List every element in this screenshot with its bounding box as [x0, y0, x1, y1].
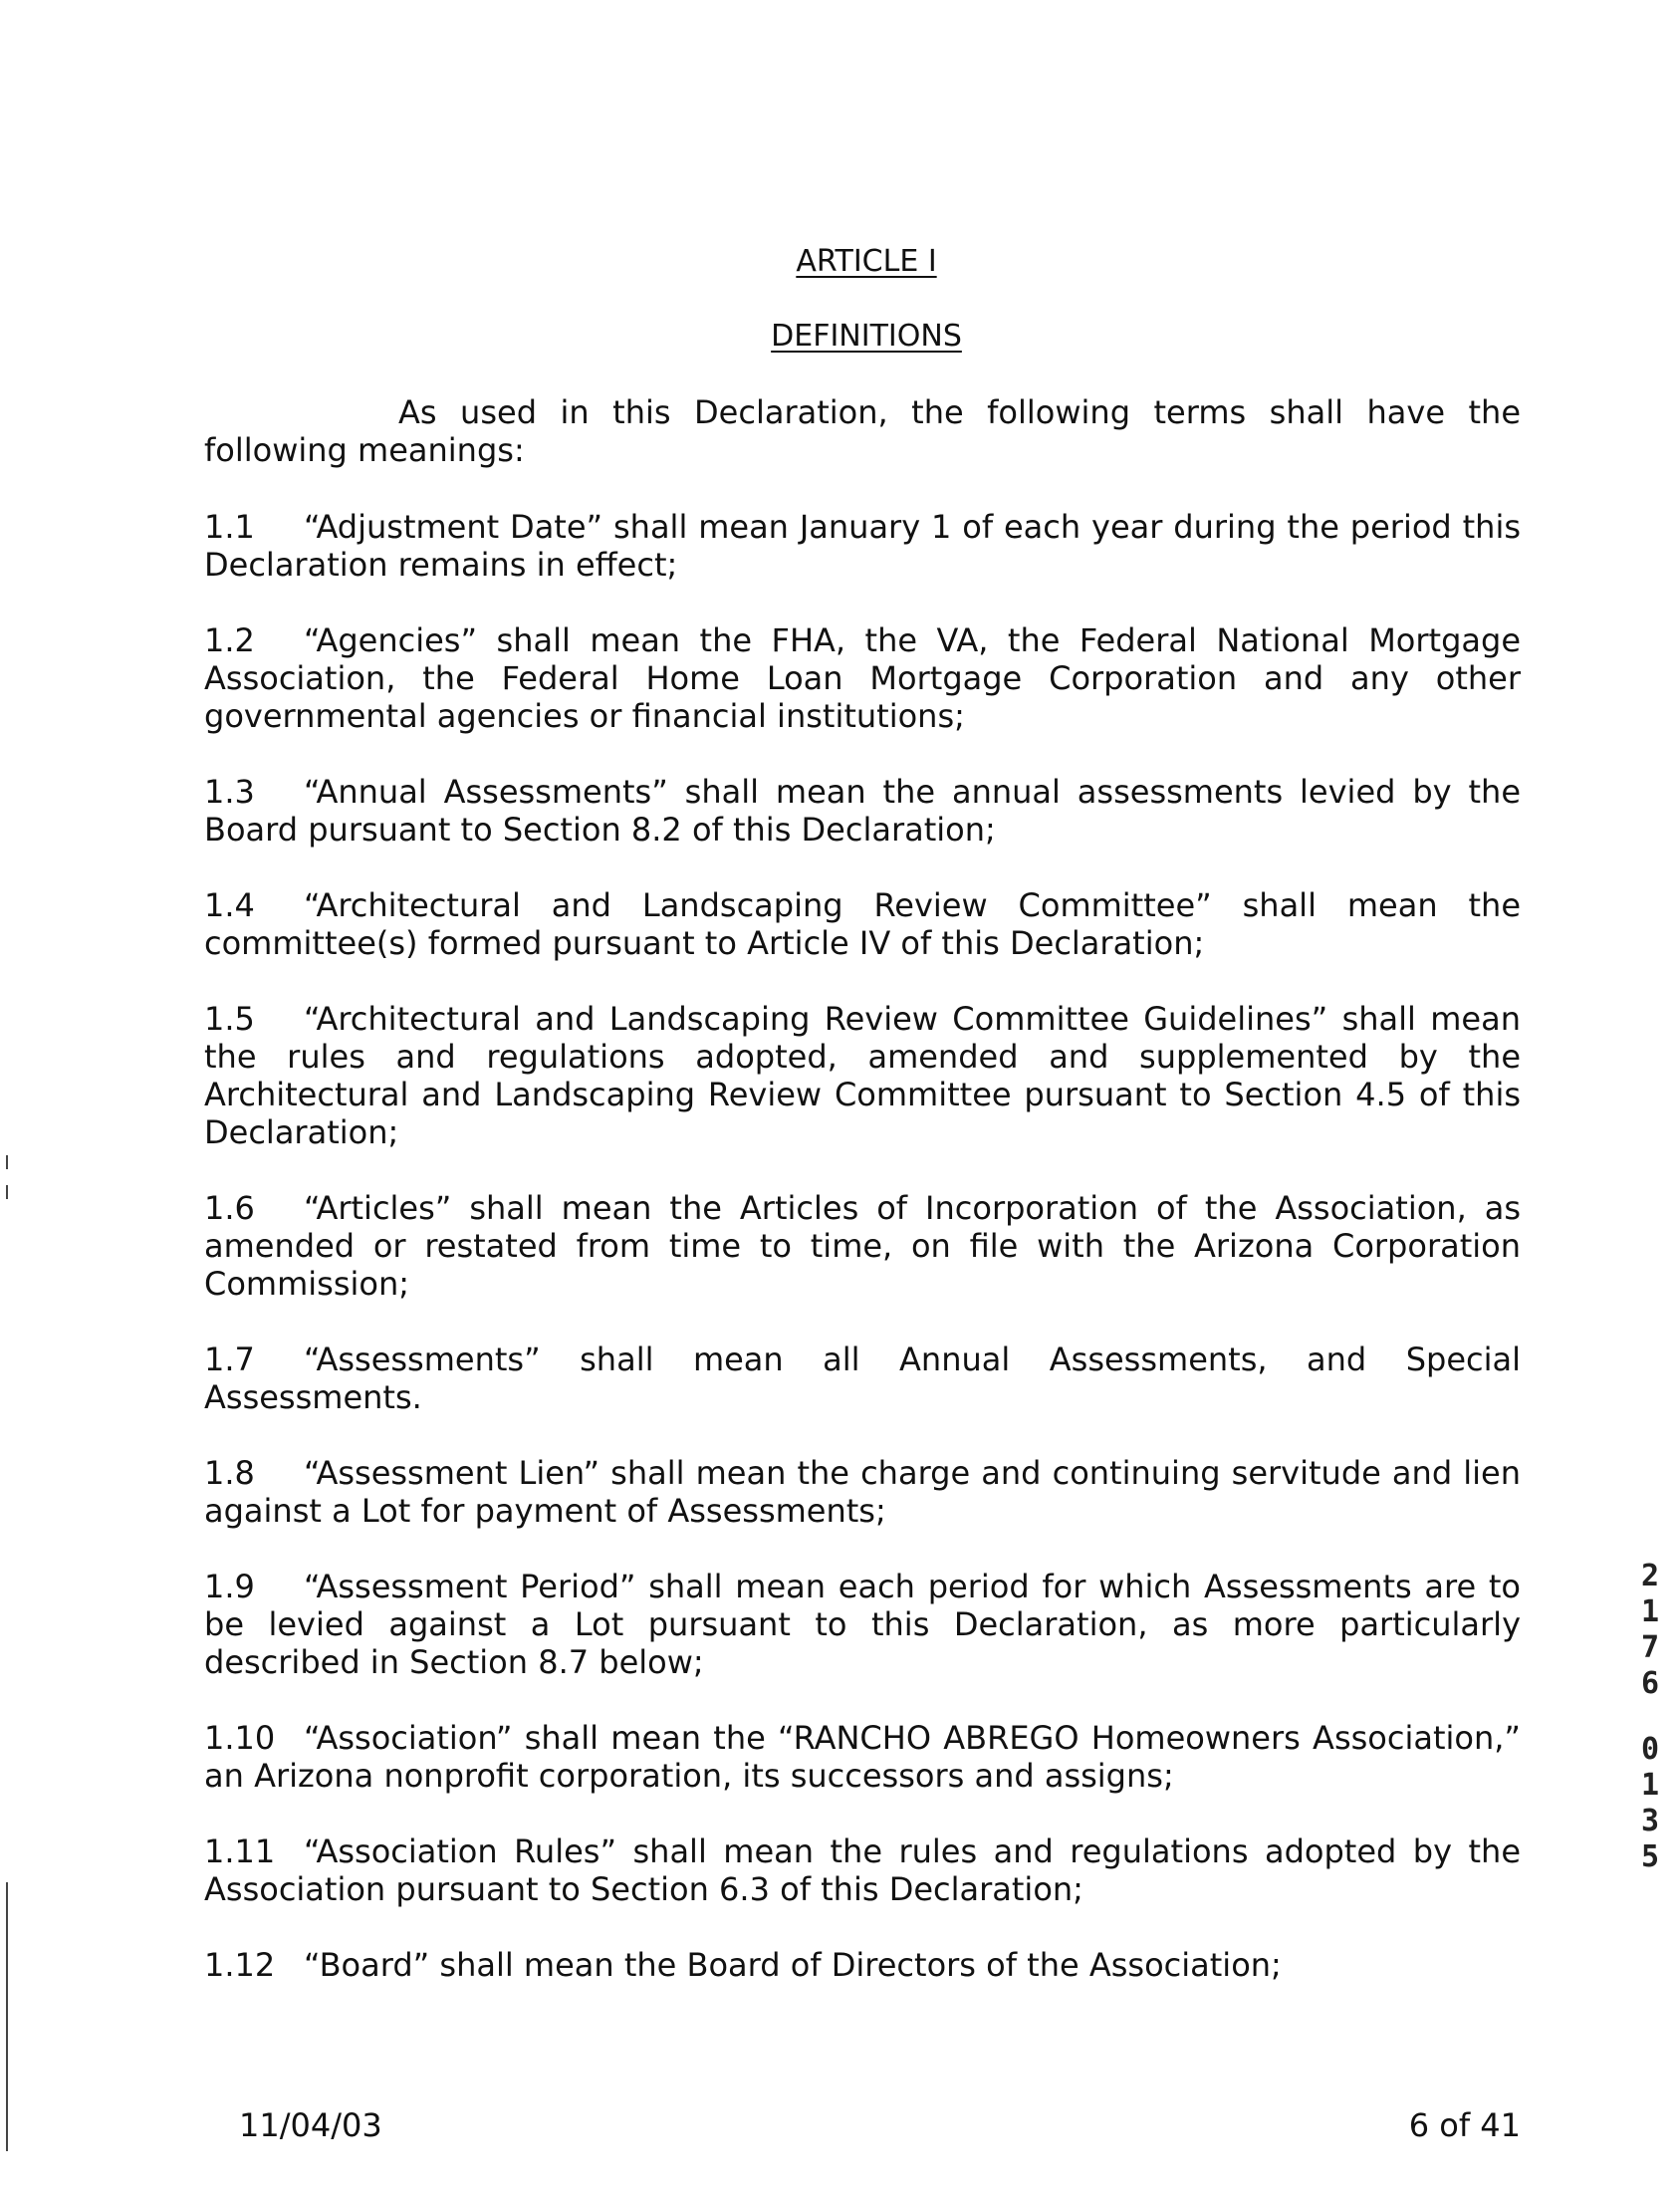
recording-stamp: [1633, 1559, 1667, 1875]
definition-text: “Association Rules” shall mean the rules and regulations adopted by the Association pursuant to Section 6.3 of this Declaration;: [204, 1832, 1521, 1908]
definition-text: “Assessment Period” shall mean each period for which Assessments are to be levied against a Lot pursuant to this Declaration, as more particularly described in Section 8.7 below;: [204, 1568, 1521, 1681]
definition-number: 1.8: [204, 1454, 255, 1492]
scan-margin-mark: [6, 1882, 8, 2151]
definition-text: “Assessment Lien” shall mean the charge and continuing servitude and lien against a Lot for payment of Assessments;: [204, 1454, 1521, 1530]
definition-number: 1.11: [204, 1832, 276, 1870]
definition-item: [204, 773, 1521, 849]
intro-paragraph: As used in this Declaration, the following terms shall have the following meanings:: [204, 393, 1521, 469]
stamp-digit: 2: [1640, 1559, 1660, 1593]
definition-item: [204, 1189, 1521, 1303]
definition-text: “Association” shall mean the “RANCHO ABREGO Homeowners Association,” an Arizona nonprofit corporation, its successors and assigns;: [204, 1719, 1521, 1795]
scan-margin-mark: [6, 1155, 8, 1169]
definition-number: 1.1: [204, 508, 255, 546]
definition-number: 1.4: [204, 886, 255, 924]
definition-text: “Agencies” shall mean the FHA, the VA, the Federal National Mortgage Association, the Federal Home Loan Mortgage Corporation and any other governmental agencies or financial institutions;: [204, 621, 1521, 735]
definition-number: 1.10: [204, 1719, 276, 1757]
definition-text: “Annual Assessments” shall mean the annual assessments levied by the Board pursuant to Section 8.2 of this Declaration;: [204, 773, 1521, 849]
definition-item: [204, 886, 1521, 962]
footer-page-number: 6 of 41: [1408, 2106, 1521, 2144]
definition-item: [204, 1341, 1521, 1416]
definition-text: “Architectural and Landscaping Review Committee” shall mean the committee(s) formed pursuant to Article IV of this Declaration;: [204, 886, 1521, 962]
definition-text: “Architectural and Landscaping Review Committee Guidelines” shall mean the rules and regulations adopted, amended and supplemented by the Architectural and Landscaping Review Committee pursuant to Section 4.5 of this Declaration;: [204, 1000, 1521, 1151]
stamp-digit: 1: [1640, 1594, 1660, 1629]
stamp-digit: 5: [1640, 1839, 1660, 1874]
definition-text: “Articles” shall mean the Articles of Incorporation of the Association, as amended or restated from time to time, on file with the Arizona Corporation Commission;: [204, 1189, 1521, 1303]
definition-item: [204, 1832, 1521, 1908]
definition-text: “Assessments” shall mean all Annual Assessments, and Special Assessments.: [204, 1341, 1521, 1416]
footer-date: 11/04/03: [239, 2106, 382, 2144]
definition-item: [204, 1946, 1521, 1984]
stamp-digit: 3: [1640, 1804, 1660, 1838]
definition-number: 1.5: [204, 1000, 255, 1038]
stamp-digit: 1: [1640, 1768, 1660, 1803]
definition-number: 1.3: [204, 773, 255, 811]
definition-item: [204, 1568, 1521, 1681]
definition-item: [204, 508, 1521, 584]
definition-number: 1.12: [204, 1946, 276, 1984]
definition-number: 1.9: [204, 1568, 255, 1605]
stamp-digit: 7: [1640, 1630, 1660, 1665]
definition-number: 1.2: [204, 621, 255, 659]
definition-item: [204, 1000, 1521, 1151]
definition-number: 1.7: [204, 1341, 255, 1378]
stamp-digit: 6: [1640, 1666, 1660, 1701]
article-subtitle: DEFINITIONS: [771, 319, 962, 354]
definition-item: [204, 621, 1521, 735]
definition-item: [204, 1454, 1521, 1530]
definition-number: 1.6: [204, 1189, 255, 1227]
article-title: ARTICLE I: [796, 244, 937, 279]
definition-text: “Board” shall mean the Board of Directors of the Association;: [304, 1946, 1282, 1984]
stamp-digit: 0: [1640, 1732, 1660, 1767]
definition-text: “Adjustment Date” shall mean January 1 of each year during the period this Declaration remains in effect;: [204, 508, 1521, 584]
scan-margin-mark: [6, 1185, 8, 1199]
definition-item: [204, 1719, 1521, 1795]
